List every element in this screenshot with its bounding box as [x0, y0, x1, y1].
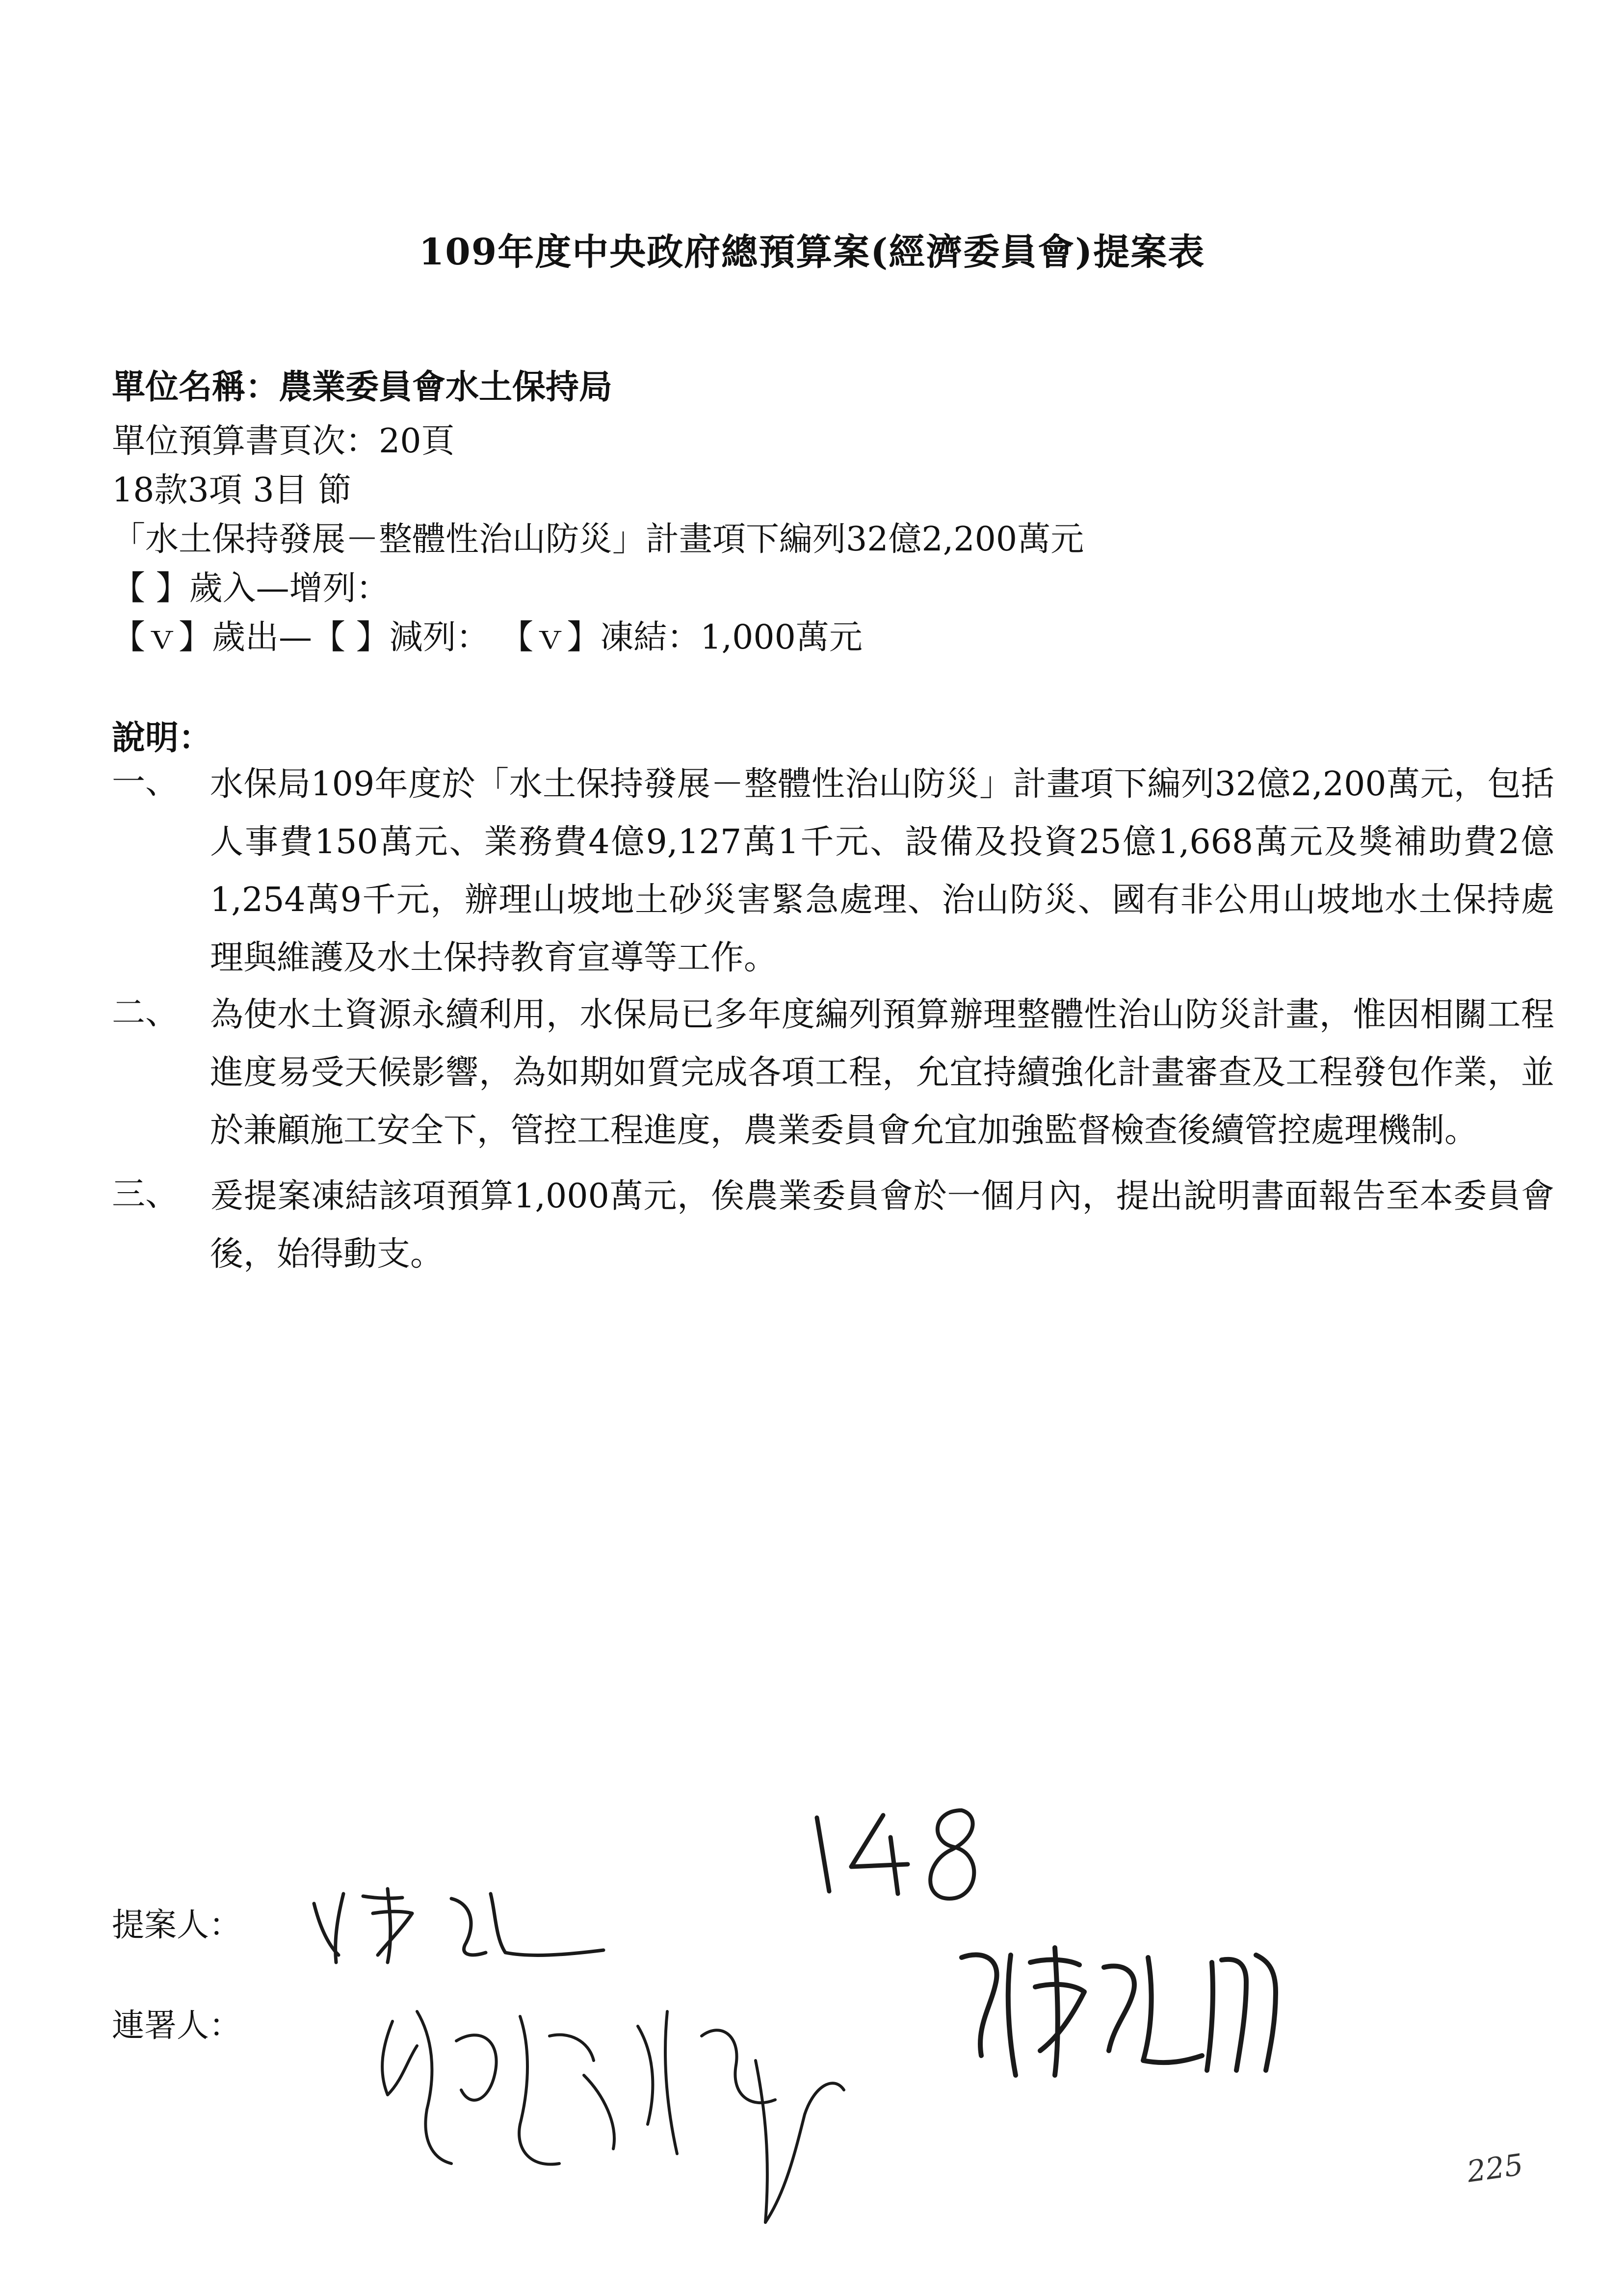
revenue-line: 【 】歲入—增列：: [112, 569, 390, 608]
item-text: 爰提案凍結該項預算1,000萬元，俟農業委員會於一個月內，提出說明書面報告至本委員會後，始得動支。: [210, 1177, 1554, 1274]
expenditure-freeze-line: 【ｖ】歲出—【 】減列： 【ｖ】凍結：1,000萬元: [112, 618, 863, 657]
item-number: 一、: [112, 763, 179, 802]
budget-page-reference: 單位預算書頁次：20頁: [112, 422, 455, 461]
cosigner-signature-1: [382, 2011, 844, 2222]
cosigner-signature-2: [962, 1948, 1276, 2075]
budget-section: 18款3項 3目 節: [112, 471, 352, 510]
unit-name: 單位名稱：農業委員會水土保持局: [112, 367, 613, 407]
document-title: 109年度中央政府總預算案(經濟委員會)提案表: [419, 231, 1205, 273]
item-text: 為使水土資源永續利用，水保局已多年度編列預算辦理整體性治山防災計畫，惟因相關工程進度易受天候影響，為如期如質完成各項工程，允宜持續強化計畫審查及工程發包作業，並於兼顧施工安全下，管控工程進度，農業委員會允宜加強監督檢查後續管控處理機制。: [210, 995, 1554, 1150]
item-number: 二、: [112, 993, 179, 1032]
page-number: 225: [1465, 2147, 1525, 2190]
cosigner-label: 連署人：: [112, 2007, 241, 2044]
proposer-signature: [314, 1889, 603, 1962]
item-number: 三、: [112, 1175, 179, 1214]
proposer-label: 提案人：: [112, 1906, 241, 1944]
plan-description: 「水土保持發展－整體性治山防災」計畫項下編列32億2,200萬元: [112, 520, 1084, 559]
item-text: 水保局109年度於「水土保持發展－整體性治山防災」計畫項下編列32億2,200萬元，包括人事費150萬元、業務費4億9,127萬1千元、設備及投資25億1,668萬元及獎補助費2億1,254萬9千元，辦理山坡地土砂災害緊急處理、治山防災、國有非公用山坡地水土保持處理與維護及水土保持教育宣導等工作。: [210, 765, 1554, 977]
handwritten-number: [817, 1810, 974, 1899]
explanation-heading: 說明：: [112, 718, 212, 757]
